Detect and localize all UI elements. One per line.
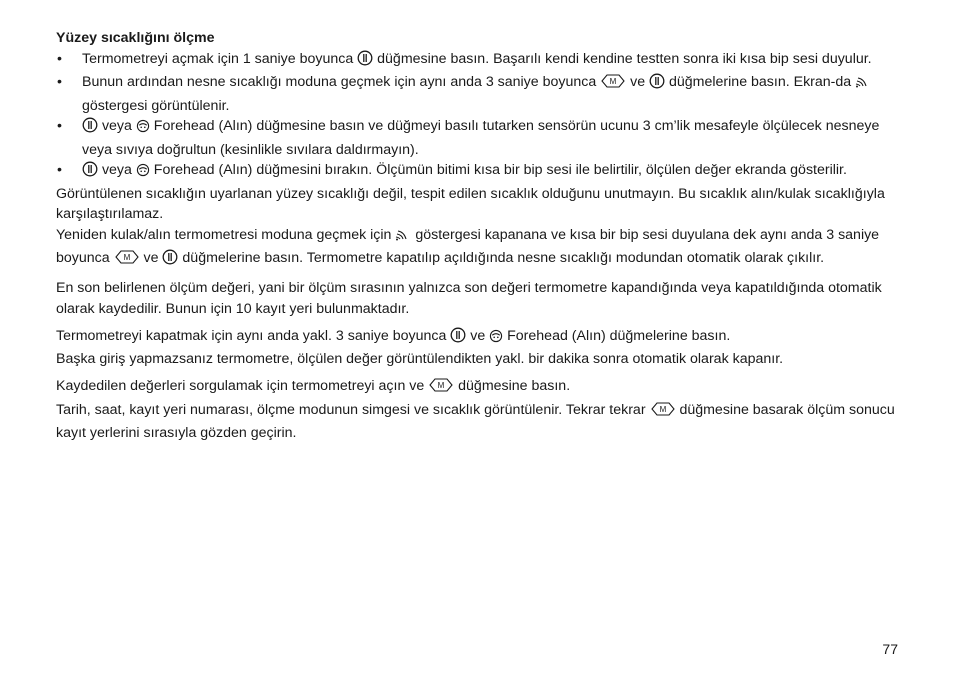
list-item	[56, 160, 902, 184]
power-button-icon	[82, 161, 98, 184]
text-run: ve	[626, 74, 650, 90]
text-run: veya	[98, 118, 136, 134]
paragraph	[56, 326, 902, 350]
m-button-icon	[650, 401, 676, 424]
text-run: Kaydedilen değerleri sorgulamak için termometreyi açın ve	[56, 378, 429, 394]
section-title: Yüzey sıcaklığını ölçme	[56, 30, 215, 46]
m-button-icon	[114, 249, 140, 272]
text-run: göstergesi görüntülenir.	[82, 97, 230, 114]
list-item	[56, 72, 902, 116]
surface-mode-indicator-icon	[855, 75, 871, 96]
m-button-icon	[428, 377, 454, 400]
text-run: Forehead (Alın) düğmesini bırakın. Ölçümün bitimi kısa bir bip sesi ile belirtilir, ölçülen değer ekranda gösterilir.	[149, 162, 847, 178]
text-run: Termometreyi kapatmak için aynı anda yakl. 3 saniye boyunca	[56, 327, 451, 344]
text-run: Görüntülenen sıcaklığın uyarlanan yüzey sıcaklığı değil, tespit edilen sıcaklık olduğunu unutmayın. Bu sıcaklık alın/kulak sıcaklığıyla karşılaştırılamaz.	[56, 185, 885, 222]
text-run: En son belirlenen ölçüm değeri, yani bir ölçüm sırasının yalnızca son değeri termometre kapandığında veya kapatıldığında otomatik olarak kaydedilir. Bunun için 10 kayıt yeri bulunmaktadır.	[56, 280, 882, 317]
paragraph	[56, 278, 902, 319]
instruction-list	[56, 49, 902, 184]
text-run: Termometreyi açmak için 1 saniye boyunca	[82, 50, 358, 67]
bullet-marker: •	[57, 162, 62, 178]
text-run: düğmesine basarak ölçüm sonucu kayıt yerlerini sırasıyla gözden geçirin.	[56, 401, 895, 441]
forehead-button-icon	[136, 163, 150, 184]
text-run: Forehead (Alın) düğmelerine basın.	[503, 327, 731, 344]
surface-mode-indicator-icon	[395, 228, 411, 249]
text-run: Forehead (Alın) düğmesine basın ve düğmeyi basılı tutarken sensörün ucunu 3 cm’lik mesafeyle ölçülecek nesneye veya sıvıya doğrultun (kesinlikle sıvılara daldırmayın).	[82, 118, 880, 158]
text-run: ve	[466, 327, 490, 344]
text-run: ve	[139, 250, 163, 266]
page-number: 77	[882, 641, 898, 657]
bullet-marker: •	[57, 50, 62, 67]
text-run: göstergesi kapanana ve kısa bir bip sesi duyulana dek aynı anda 3 saniye boyunca	[56, 226, 880, 266]
svg-text:M: M	[659, 404, 666, 414]
m-button-icon	[600, 73, 626, 96]
text-run: düğmesine basın.	[454, 378, 571, 394]
paragraph	[56, 184, 902, 225]
text-run: Yeniden kulak/alın termometresi moduna geçmek için	[56, 226, 396, 243]
paragraph	[56, 349, 902, 370]
svg-text:M: M	[123, 253, 130, 262]
paragraph	[56, 225, 902, 272]
paragraph	[56, 376, 902, 400]
forehead-button-icon	[489, 329, 503, 350]
text-run: Bunun ardından nesne sıcaklığı moduna geçmek için aynı anda 3 saniye boyunca	[82, 74, 601, 90]
power-button-icon	[162, 249, 178, 272]
text-run: düğmesine basın. Başarılı kendi kendine testten sonra iki kısa bip sesi duyulur.	[373, 50, 872, 67]
body-paragraphs	[56, 184, 902, 444]
text-run: Tarih, saat, kayıt yeri numarası, ölçme modunun simgesi ve sıcaklık görüntülenir. Tekrar tekrar	[56, 401, 650, 418]
power-button-icon	[450, 327, 466, 350]
text-run: veya	[98, 162, 136, 178]
power-button-icon	[357, 50, 373, 73]
text-run: düğmelerine basın. Termometre kapatılıp açıldığında nesne sıcaklığı modundan otomatik olarak çıkılır.	[178, 250, 825, 266]
list-item	[56, 116, 902, 160]
power-button-icon	[649, 73, 665, 96]
bullet-marker: •	[57, 74, 62, 90]
svg-text:M: M	[609, 77, 617, 86]
bullet-marker: •	[57, 118, 62, 134]
list-item	[56, 49, 902, 73]
text-run: Başka giriş yapmazsanız termometre, ölçülen değer görüntülendikten yakl. bir dakika sonra otomatik olarak kapanır.	[56, 351, 784, 367]
text-run: düğmelerine basın. Ekran-da	[665, 74, 856, 90]
forehead-button-icon	[136, 119, 150, 140]
power-button-icon	[82, 117, 98, 140]
svg-text:M: M	[437, 381, 445, 390]
paragraph	[56, 400, 902, 444]
page-content	[56, 28, 902, 444]
